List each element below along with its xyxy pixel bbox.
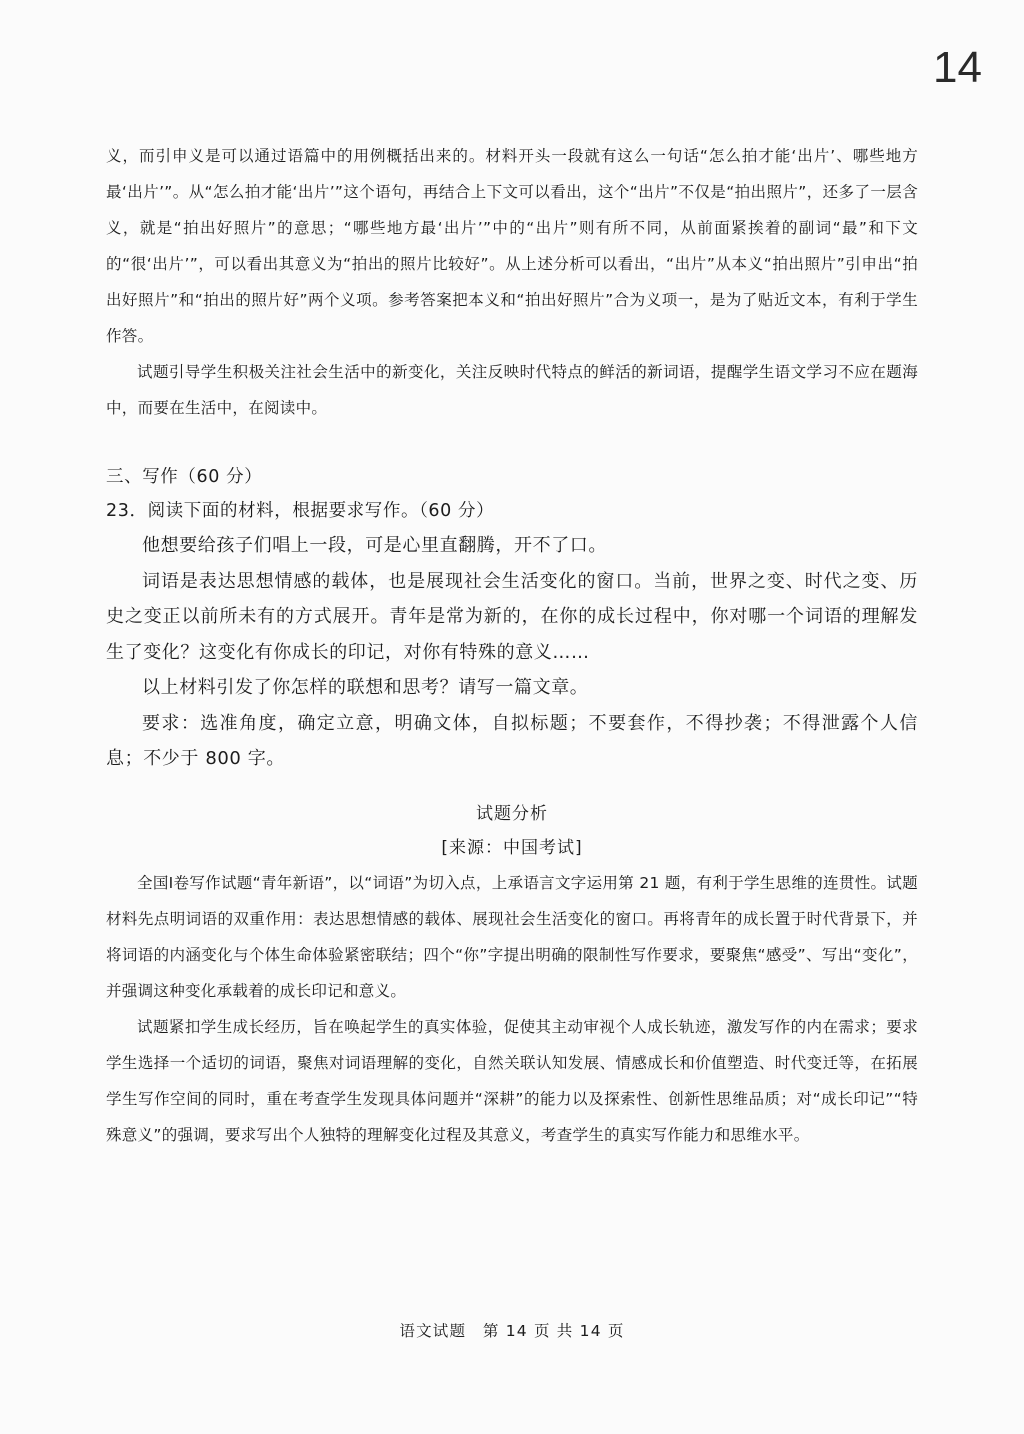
question-23-heading: 23．阅读下面的材料，根据要求写作。（60 分） xyxy=(106,501,495,521)
spacer xyxy=(106,426,918,460)
analysis-paragraph-2: 试题紧扣学生成长经历，旨在唤起学生的真实体验，促使其主动审视个人成长轨迹，激发写作的内在需求；要求学生选择一个适切的词语，聚焦对词语理解的变化，自然关联认知发展、情感成长和价值塑造、时代变迁等，在拓展学生写作空间的同时，重在考查学生发现具体问题并“深耕”的能力以及探索性、创新性思维品质；对“成长印记”“特殊意义”的强调，要求写出个人独特的理解变化过程及其意义，考查学生的真实写作能力和思维水平。 xyxy=(106,1017,918,1144)
page-content xyxy=(106,138,918,1153)
writing-requirements: 要求：选准角度，确定立意，明确文体，自拟标题；不要套作，不得抄袭；不得泄露个人信息；不少于 800 字。 xyxy=(106,712,918,769)
guidance-paragraph: 试题引导学生积极关注社会生活中的新变化，关注反映时代特点的鲜活的新词语，提醒学生语文学习不应在题海中，而要在生活中，在阅读中。 xyxy=(106,363,918,417)
writing-prompt: 以上材料引发了你怎样的联想和思考？请写一篇文章。 xyxy=(142,677,589,698)
writing-section-title: 三、写作（60 分） xyxy=(106,467,263,487)
material-line-1: 他想要给孩子们唱上一段，可是心里直翻腾，开不了口。 xyxy=(142,535,607,556)
page-number: 14 xyxy=(933,43,982,92)
analysis-source: [来源：中国考试] xyxy=(441,837,583,858)
spacer xyxy=(106,777,918,797)
analysis-continued-paragraph: 义，而引申义是可以通过语篇中的用例概括出来的。材料开头一段就有这么一句话“怎么拍才能‘出片’、哪些地方最‘出片’”。从“怎么拍才能‘出片’”这个语句，再结合上下文可以看出，这个“出片”不仅是“拍出照片”，还多了一层含义，就是“拍出好照片”的意思；“哪些地方最‘出片’”中的“出片”则有所不同，从前面紧挨着的副词“最”和下文的“很‘出片’”，可以看出其意义为“拍出的照片比较好”。从上述分析可以看出，“出片”从本义“拍出照片”引申出“拍出好照片”和“拍出的照片好”两个义项。参考答案把本义和“拍出好照片”合为义项一，是为了贴近文本，有利于学生作答。 xyxy=(106,147,918,345)
material-line-2: 词语是表达思想情感的载体，也是展现社会生活变化的窗口。当前，世界之变、时代之变、历史之变正以前所未有的方式展开。青年是常为新的，在你的成长过程中，你对哪一个词语的理解发生了变化？这变化有你成长的印记，对你有特殊的意义…… xyxy=(106,570,918,663)
analysis-paragraph-1: 全国Ⅰ卷写作试题“青年新语”，以“词语”为切入点，上承语言文字运用第 21 题，有利于学生思维的连贯性。试题材料先点明词语的双重作用：表达思想情感的载体、展现社会生活变化的窗口。再将青年的成长置于时代背景下，并将词语的内涵变化与个体生命体验紧密联结；四个“你”字提出明确的限制性写作要求，要聚焦“感受”、写出“变化”，并强调这种变化承载着的成长印记和意义。 xyxy=(106,873,918,1000)
page-footer: 语文试题 第 14 页 共 14 页 xyxy=(399,1322,625,1340)
analysis-title: 试题分析 xyxy=(476,803,548,824)
